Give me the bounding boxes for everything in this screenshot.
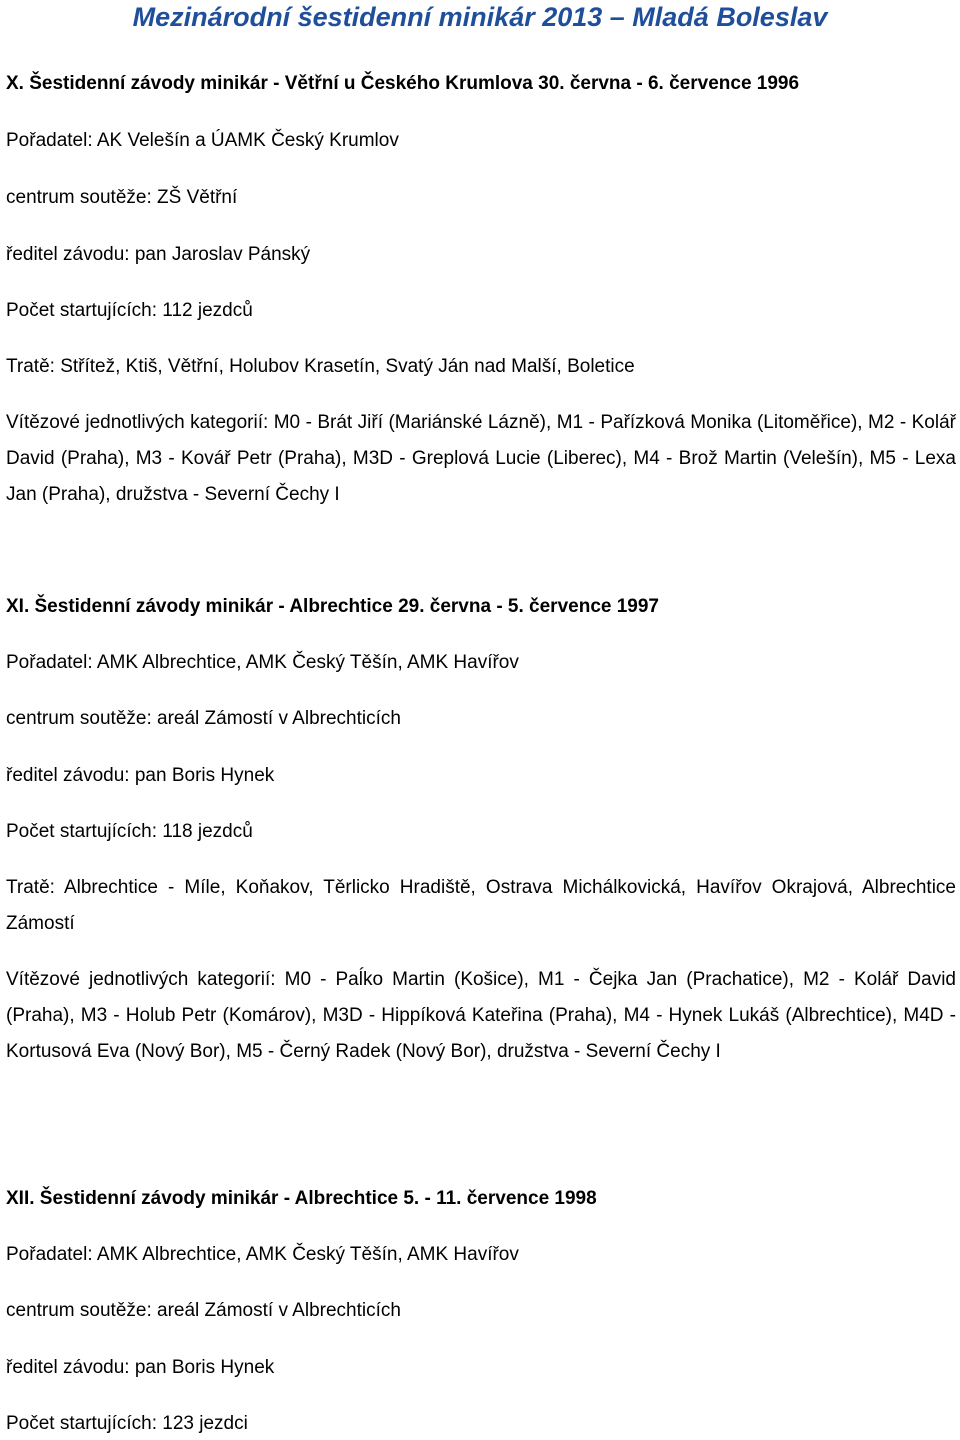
tracks-paragraph: Tratě: Albrechtice - Míle, Koňakov, Těrlicko Hradiště, Ostrava Michálkovická, Havířov Okrajová, Albrechtice Zámostí [6,877,956,934]
document-title: Mezinárodní šestidenní minikár 2013 – Mladá Boleslav [132,2,828,32]
winners-paragraph: Vítězové jednotlivých kategorií: M0 - Brát Jiří (Mariánské Lázně), M1 - Pařízková Monika (Litoměřice), M2 - Kolář David (Praha), M3 - Kovář Petr (Praha), M3D - Greplová Lucie (Liberec), M4 - Brož Martin (Velešín), M5 - Lexa Jan (Praha), družstva - Severní Čechy I [6,412,956,505]
starters-line: Počet startujících: 123 jezdci [6,1413,248,1434]
section-heading: XI. Šestidenní závody minikár - Albrechtice 29. června - 5. července 1997 [6,596,659,617]
director-line: ředitel závodu: pan Jaroslav Pánský [6,244,311,265]
center-line: centrum soutěže: areál Zámostí v Albrechticích [6,1300,401,1321]
organizer-line: Pořadatel: AMK Albrechtice, AMK Český Těšín, AMK Havířov [6,652,519,673]
tracks-line: Tratě: Střítež, Ktiš, Větřní, Holubov Krasetín, Svatý Ján nad Malší, Boletice [6,356,635,377]
section-heading: XII. Šestidenní závody minikár - Albrechtice 5. - 11. července 1998 [6,1188,597,1209]
winners-paragraph: Vítězové jednotlivých kategorií: M0 - Paĺko Martin (Košice), M1 - Čejka Jan (Prachatice), M2 - Kolář David (Praha), M3 - Holub Petr (Komárov), M3D - Hippíková Kateřina (Praha), M4 - Hynek Lukáš (Albrechtice), M4D - Kortusová Eva (Nový Bor), M5 - Černý Radek (Nový Bor), družstva - Severní Čechy I [6,969,956,1062]
organizer-line: Pořadatel: AMK Albrechtice, AMK Český Těšín, AMK Havířov [6,1244,519,1265]
organizer-line: Pořadatel: AK Velešín a ÚAMK Český Krumlov [6,130,399,151]
starters-line: Počet startujících: 118 jezdců [6,821,253,842]
director-line: ředitel závodu: pan Boris Hynek [6,765,275,786]
center-line: centrum soutěže: areál Zámostí v Albrechticích [6,708,401,729]
starters-line: Počet startujících: 112 jezdců [6,300,253,321]
section-heading: X. Šestidenní závody minikár - Větřní u Českého Krumlova 30. června - 6. července 1996 [6,73,800,94]
director-line: ředitel závodu: pan Boris Hynek [6,1357,275,1378]
center-line: centrum soutěže: ZŠ Větřní [6,187,238,208]
